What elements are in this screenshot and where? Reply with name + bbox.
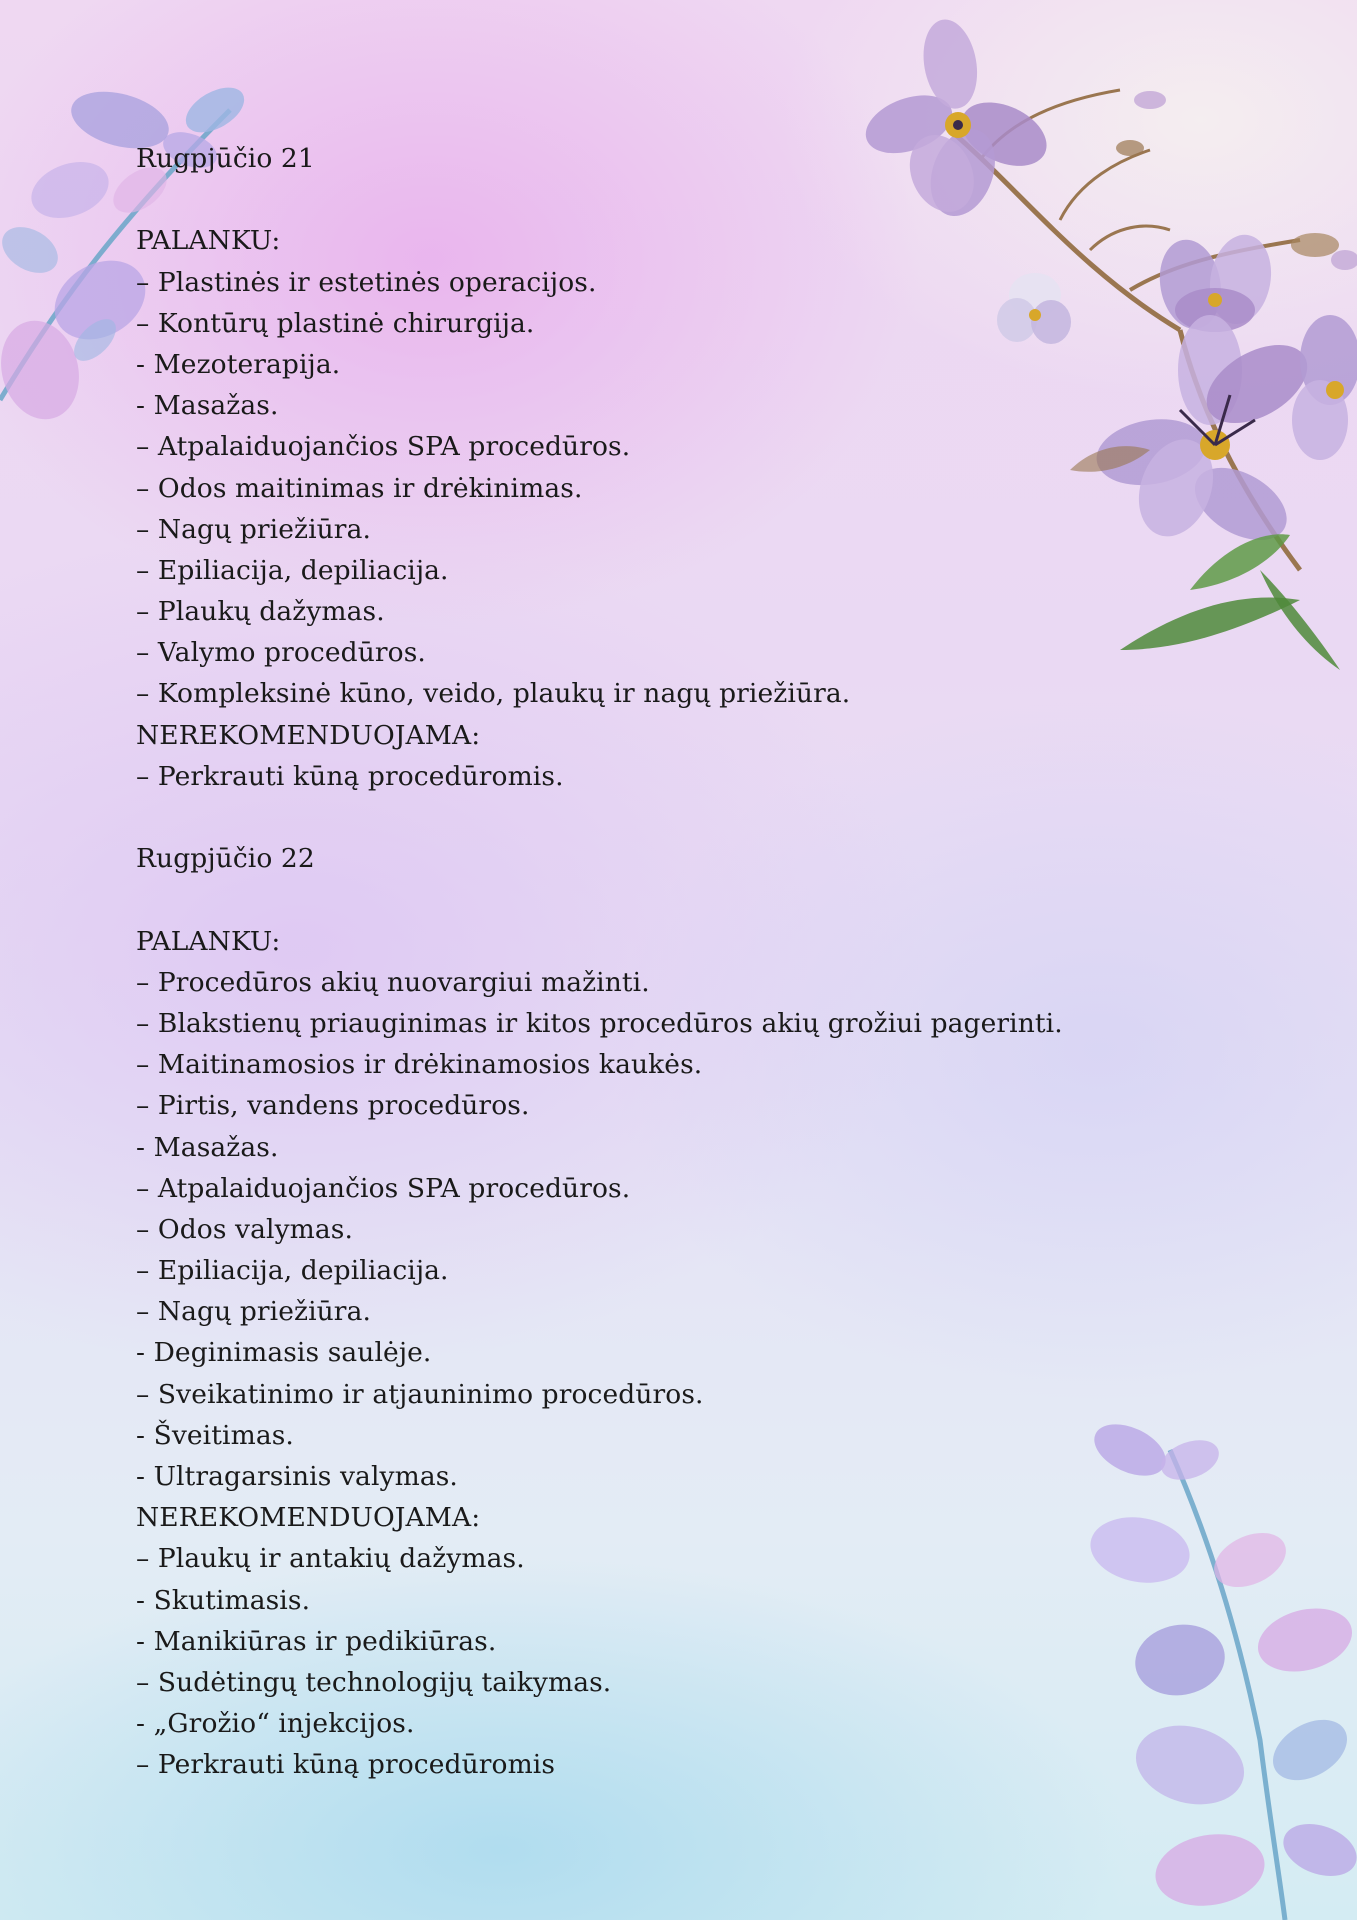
list-item: – Nagų priežiūra. [136,513,371,545]
list-item: – Perkrauti kūną procedūromis [136,1749,556,1781]
list-item: - Manikiūras ir pedikiūras. [136,1625,497,1657]
not-recommended-heading: NEREKOMENDUOJAMA: [136,719,481,751]
list-item: - „Grožio“ injekcijos. [136,1708,415,1740]
list-item: - Šveitimas. [136,1419,294,1451]
list-item: – Kompleksinė kūno, veido, plaukų ir nagų priežiūra. [136,678,851,710]
spacer [136,179,1136,220]
list-item: – Valymo procedūros. [136,637,426,669]
not-recommended-heading: NEREKOMENDUOJAMA: [136,1502,481,1534]
list-item: – Plastinės ir estetinės operacijos. [136,266,597,298]
favorable-heading: PALANKU: [136,225,281,257]
list-item: – Epiliacija, depiliacija. [136,554,449,586]
section-date: Rugpjūčio 22 [136,843,315,875]
list-item: – Perkrauti kūną procedūromis. [136,760,564,792]
list-item: – Maitinamosios ir drėkinamosios kaukės. [136,1049,703,1081]
list-item: – Epiliacija, depiliacija. [136,1255,449,1287]
list-item: – Atpalaiduojančios SPA procedūros. [136,1172,631,1204]
section-date: Rugpjūčio 21 [136,143,315,174]
list-item: – Plaukų dažymas. [136,596,385,628]
forecast-content [136,138,1136,1786]
list-item: - Mezoterapija. [136,348,341,380]
list-item: – Plaukų ir antakių dažymas. [136,1543,525,1575]
list-item: – Nagų priežiūra. [136,1296,371,1328]
list-item: – Pirtis, vandens procedūros. [136,1090,530,1122]
list-item: – Sudėtingų technologijų taikymas. [136,1666,612,1698]
list-item: – Odos valymas. [136,1213,354,1245]
list-item: - Masažas. [136,1131,279,1163]
spacer [136,879,1136,920]
favorable-heading: PALANKU: [136,925,281,957]
spacer [136,797,1136,838]
list-item: - Deginimasis saulėje. [136,1337,432,1369]
list-item: – Odos maitinimas ir drėkinimas. [136,472,583,504]
list-item: - Skutimasis. [136,1584,311,1616]
list-item: - Masažas. [136,390,279,422]
list-item: – Kontūrų plastinė chirurgija. [136,307,535,339]
list-item: – Blakstienų priauginimas ir kitos procedūros akių grožiui pagerinti. [136,1007,1063,1039]
list-item: – Sveikatinimo ir atjauninimo procedūros. [136,1378,704,1410]
list-item: - Ultragarsinis valymas. [136,1461,458,1492]
list-item: – Atpalaiduojančios SPA procedūros. [136,431,631,463]
list-item: – Procedūros akių nuovargiui mažinti. [136,966,650,998]
